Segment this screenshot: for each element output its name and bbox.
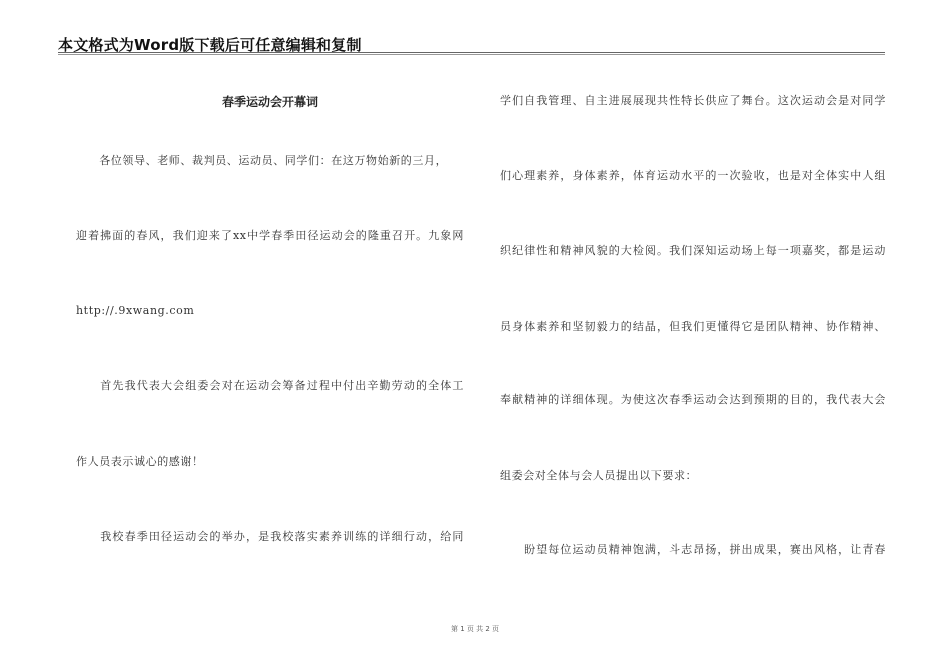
right-paragraph-line: 奉献精神的详细体现。为使这次春季运动会达到预期的目的，我代表大会	[500, 393, 886, 406]
left-paragraph-line: http://.9xwang.com	[76, 304, 195, 317]
left-paragraph-line: 作人员表示诚心的感谢！	[76, 455, 204, 468]
page-number-footer: 第 1 页 共 2 页	[450, 625, 500, 633]
right-paragraph-line: 盼望每位运动员精神饱满，斗志昂扬，拼出成果，赛出风格，让青春	[500, 543, 886, 556]
left-paragraph-line: 迎着拂面的春风，我们迎来了xx中学春季田径运动会的隆重召开。九象网	[76, 229, 464, 242]
right-paragraph-line: 们心理素养，身体素养，体育运动水平的一次验收，也是对全体实中人组	[500, 169, 886, 182]
right-paragraph-line: 员身体素养和坚韧毅力的结晶，但我们更懂得它是团队精神、协作精神、	[500, 320, 886, 333]
document-title: 春季运动会开幕词	[221, 95, 318, 109]
right-paragraph-line: 织纪律性和精神风貌的大检阅。我们深知运动场上每一项嘉奖，都是运动	[500, 244, 886, 257]
header-rule-secondary	[58, 54, 885, 55]
header-title: 本文格式为Word版下载后可任意编辑和复制	[58, 36, 362, 54]
header-rule	[58, 52, 885, 53]
left-paragraph-line: 首先我代表大会组委会对在运动会筹备过程中付出辛勤劳动的全体工	[76, 379, 464, 392]
right-paragraph-line: 组委会对全体与会人员提出以下要求：	[500, 469, 698, 482]
left-paragraph-line: 各位领导、老师、裁判员、运动员、同学们：在这万物始新的三月，	[76, 154, 448, 167]
left-paragraph-line: 我校春季田径运动会的举办，是我校落实素养训练的详细行动，给同	[76, 530, 464, 543]
right-paragraph-line: 学们自我管理、自主进展展现共性特长供应了舞台。这次运动会是对同学	[500, 94, 886, 107]
